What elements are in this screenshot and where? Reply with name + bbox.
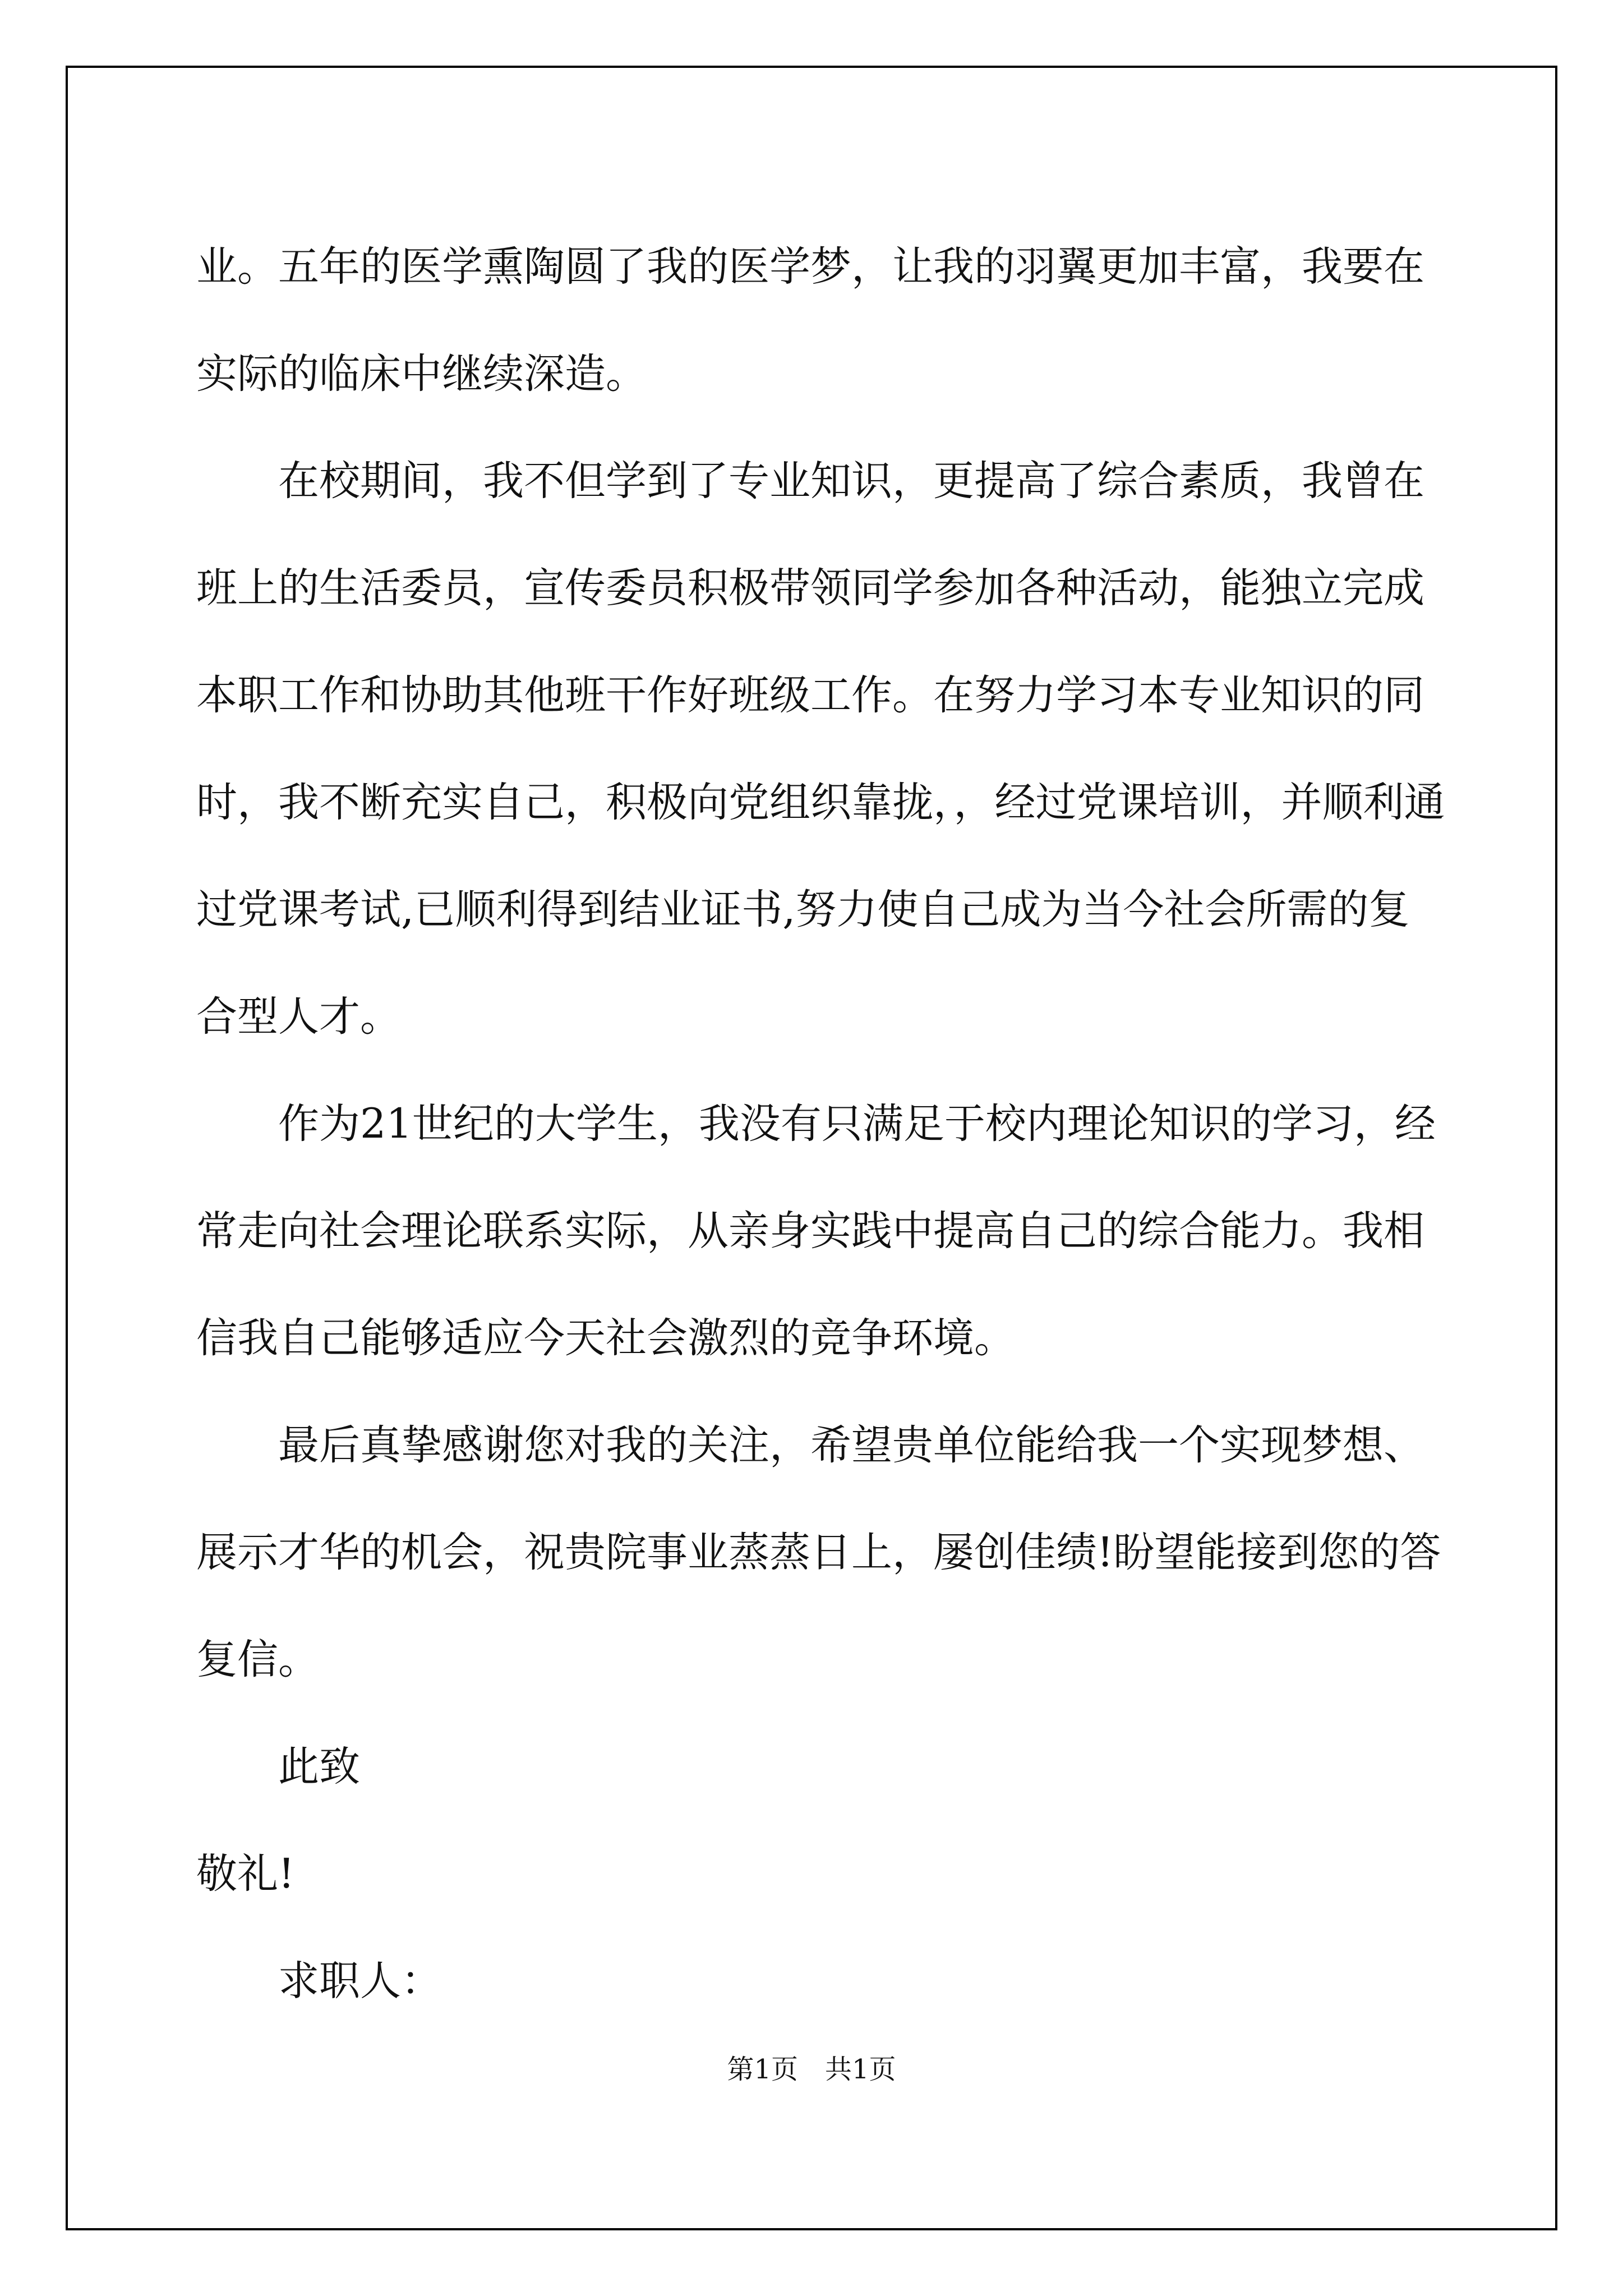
text-line: 本职工作和协助其他班干作好班级工作。在努力学习本专业知识的同	[196, 671, 1424, 719]
signature-text: 求职人：	[278, 1957, 442, 2005]
text-line: 作为21世纪的大学生，我没有只满足于校内理论知识的学习，经	[278, 1100, 1436, 1148]
text-line: 在校期间，我不但学到了专业知识，更提高了综合素质，我曾在	[278, 457, 1424, 505]
paragraph-1	[196, 213, 1430, 427]
text-line: 实际的临床中继续深造。	[196, 350, 647, 398]
text-line: 复信。	[196, 1636, 319, 1683]
closing-text: 此致	[278, 1743, 360, 1791]
text-line: 最后真挚感谢您对我的关注，希望贵单位能给我一个实现梦想、	[278, 1421, 1424, 1469]
text-line: 过党课考试,已顺利得到结业证书,努力使自己成为当今社会所需的复	[196, 886, 1410, 933]
paragraph-4	[196, 1392, 1441, 1713]
letter-body	[196, 213, 1445, 2035]
text-line: 合型人才。	[196, 993, 401, 1041]
paragraph-2	[196, 427, 1445, 1070]
closing-line	[196, 1713, 1430, 1820]
text-line: 业。五年的医学熏陶圆了我的医学梦，让我的羽翼更加丰富，我要在	[196, 243, 1424, 291]
text-line: 常走向社会理论联系实际，从亲身实践中提高自己的综合能力。我相	[196, 1207, 1424, 1255]
salute-line	[196, 1820, 1430, 1927]
page-number-footer: 第1页 共1页	[727, 2054, 896, 2085]
text-line: 信我自己能够适应今天社会激烈的竞争环境。	[196, 1314, 1015, 1362]
signature-line	[196, 1927, 1430, 2035]
text-line: 班上的生活委员，宣传委员积极带领同学参加各种活动，能独立完成	[196, 564, 1424, 612]
salute-text: 敬礼!	[196, 1850, 295, 1898]
text-line: 时，我不断充实自己，积极向党组织靠拢，，经过党课培训，并顺利通	[196, 779, 1445, 826]
paragraph-3	[196, 1070, 1436, 1392]
text-line: 展示才华的机会，祝贵院事业蒸蒸日上，屡创佳绩!盼望能接到您的答	[196, 1529, 1441, 1576]
